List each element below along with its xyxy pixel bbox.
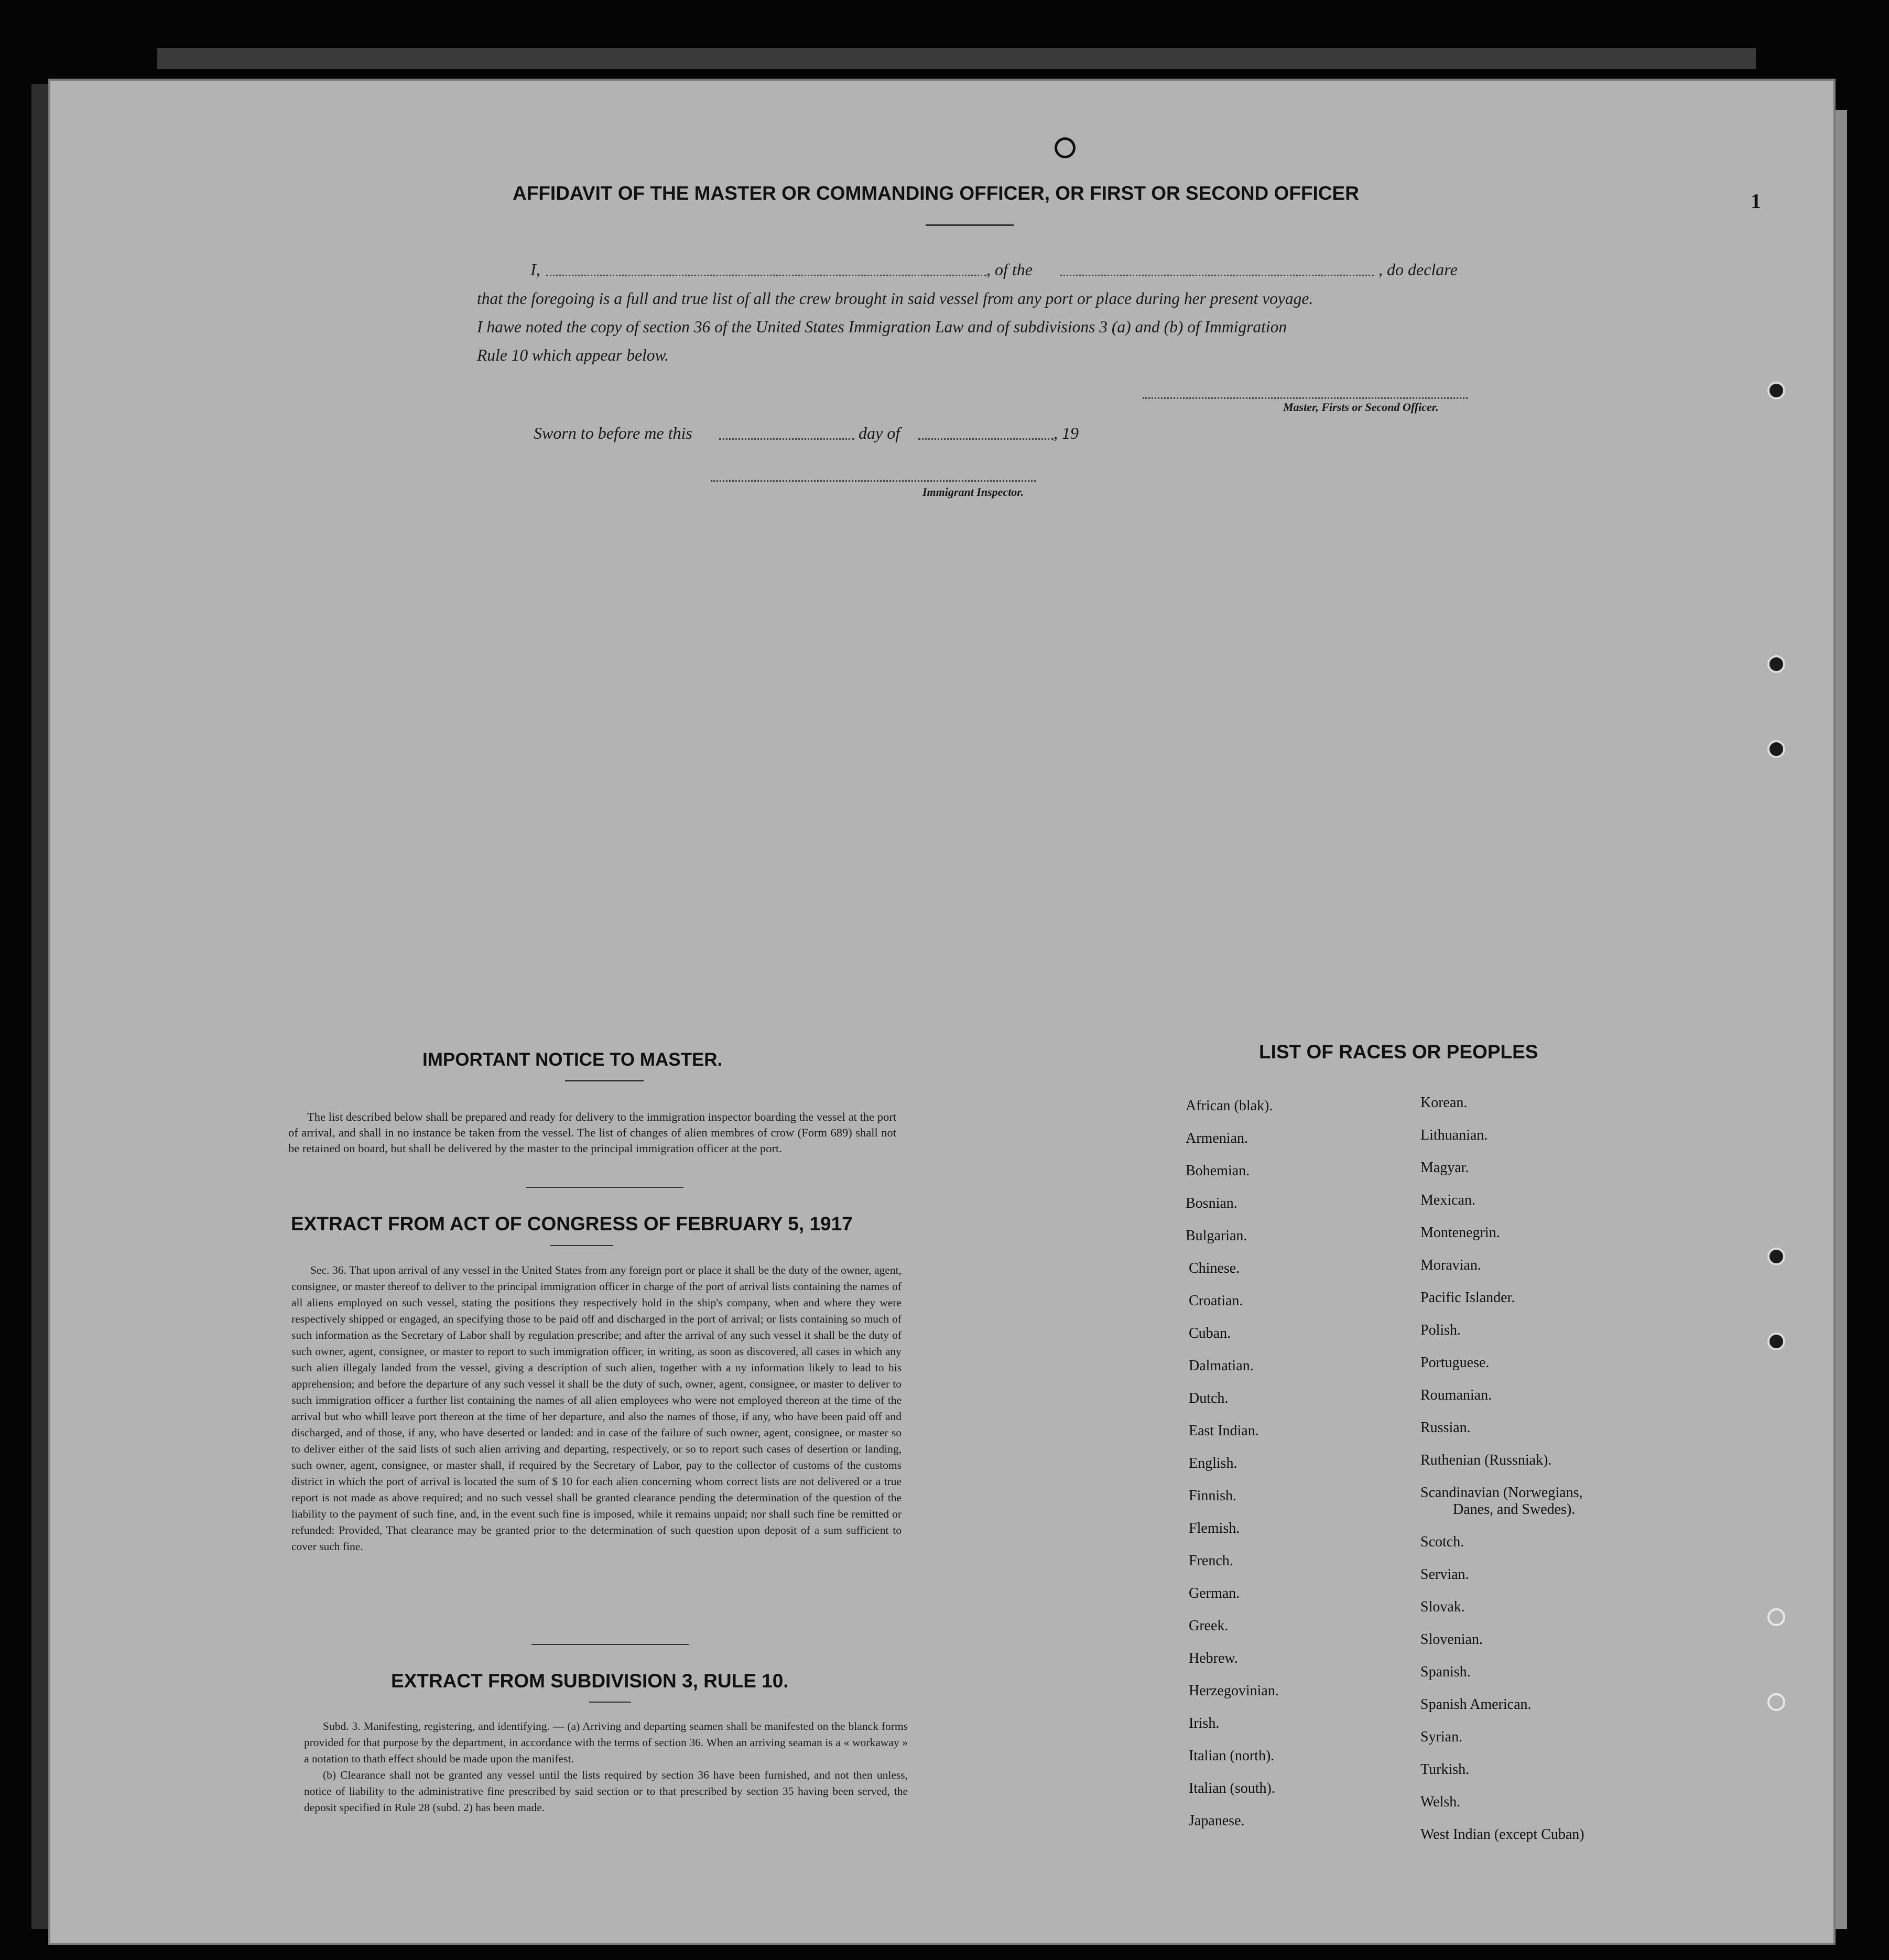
race-item: Turkish.	[1420, 1761, 1470, 1778]
race-item: Magyar.	[1420, 1160, 1469, 1176]
page-edge-top	[157, 48, 1756, 69]
page-mark: 1	[1751, 189, 1761, 213]
race-item: Syrian.	[1420, 1729, 1463, 1745]
race-item: Irish.	[1189, 1715, 1220, 1731]
hole-punch	[1767, 740, 1785, 758]
vessel-field-line	[1060, 275, 1374, 276]
race-item: Ruthenian (Russniak).	[1420, 1452, 1552, 1468]
race-item: Roumanian.	[1420, 1387, 1492, 1403]
race-item: Bosnian.	[1186, 1195, 1237, 1211]
race-item: Spanish.	[1420, 1664, 1471, 1680]
race-item: Scotch.	[1420, 1534, 1464, 1550]
inspector-caption: Immigrant Inspector.	[922, 485, 1024, 499]
act-text	[291, 1262, 902, 1555]
affidavit-title: AFFIDAVIT OF THE MASTER OR COMMANDING OFFICER, OR FIRST OR SECOND OFFICER	[513, 182, 1359, 204]
manifest-page	[48, 79, 1836, 1945]
sworn-day-line	[719, 438, 854, 440]
rule-paragraph-b: (b) Clearance shall not be granted any vessel until the lists required by section 36 have been furnished, and not then unless, notice of liability to the administrative fine prescribed by said section or to that prescribed by section 35 having been served, the deposit specified in Rule 28 (subd. 2) has been made.	[304, 1769, 908, 1814]
hole-punch-empty	[1767, 1608, 1785, 1626]
act-title-rule	[550, 1245, 613, 1246]
act-title: EXTRACT FROM ACT OF CONGRESS OF FEBRUARY 5, 1917	[291, 1213, 853, 1235]
race-item: Armenian.	[1186, 1130, 1248, 1146]
race-item: East Indian.	[1189, 1423, 1259, 1439]
name-field-line	[546, 275, 986, 276]
race-item: Servian.	[1420, 1566, 1469, 1583]
hole-punch	[1767, 382, 1785, 399]
race-item: Welsh.	[1420, 1794, 1461, 1810]
affidavit-line3: I hawe noted the copy of section 36 of the United States Immigration Law and of subdivisions 3 (a) and (b) of Immigration	[477, 318, 1287, 336]
race-item: German.	[1189, 1585, 1240, 1601]
race-item: Cuban.	[1189, 1325, 1231, 1341]
sworn-month-line	[918, 438, 1054, 440]
race-item: Scandinavian (Norwegians,	[1420, 1485, 1583, 1501]
hole-punch-top	[1055, 137, 1076, 158]
signature-line	[1143, 397, 1468, 399]
race-item: Portuguese.	[1420, 1355, 1490, 1371]
notice-title: IMPORTANT NOTICE TO MASTER.	[422, 1049, 723, 1070]
race-item: Spanish American.	[1420, 1696, 1532, 1713]
notice-text	[288, 1109, 896, 1156]
race-item: Mexican.	[1420, 1192, 1475, 1208]
affidavit-title-rule	[926, 224, 1014, 226]
sworn-text-c: , 19	[1054, 424, 1079, 442]
race-item: Slovak.	[1420, 1599, 1465, 1615]
hole-punch-empty	[1767, 1693, 1785, 1711]
race-item: Slovenian.	[1420, 1631, 1483, 1648]
race-item: Italian (south).	[1189, 1780, 1275, 1796]
notice-title-rule	[565, 1080, 644, 1081]
race-item: Dalmatian.	[1189, 1358, 1254, 1374]
race-item: West Indian (except Cuban)	[1420, 1826, 1584, 1843]
sworn-text-b: day of	[859, 424, 900, 442]
rule-title-rule	[589, 1702, 631, 1703]
race-item: Flemish.	[1189, 1520, 1240, 1536]
race-item: Croatian.	[1189, 1293, 1243, 1309]
race-item: Danes, and Swedes).	[1453, 1501, 1576, 1518]
notice-divider	[526, 1187, 683, 1188]
race-item: Dutch.	[1189, 1390, 1229, 1406]
race-item: Bulgarian.	[1186, 1228, 1247, 1244]
race-item: African (blak).	[1186, 1098, 1273, 1114]
race-item: English.	[1189, 1455, 1237, 1471]
hole-punch	[1767, 1333, 1785, 1350]
affidavit-line2: that the foregoing is a full and true list of all the crew brought in said vessel from any port or place during her present voyage.	[477, 289, 1313, 308]
race-item: Japanese.	[1189, 1813, 1245, 1829]
rule-text	[304, 1718, 908, 1816]
races-title: LIST OF RACES OR PEOPLES	[1259, 1041, 1538, 1063]
race-item: Lithuanian.	[1420, 1127, 1488, 1143]
affidavit-line1-c: , do declare	[1378, 260, 1458, 279]
race-item: Moravian.	[1420, 1257, 1481, 1273]
race-item: Herzegovinian.	[1189, 1683, 1279, 1699]
act-divider	[531, 1644, 689, 1645]
notice-paragraph: The list described below shall be prepared and ready for delivery to the immigration inspector boarding the vessel at the port of arrival, and shall in no instance be taken from the vessel. The list of changes of alien membres of crow (Form 689) shall not be retained on board, but shall be delivered by the master to the principal immigration officer at the port.	[288, 1110, 896, 1155]
race-item: Korean.	[1420, 1095, 1468, 1111]
race-item: Russian.	[1420, 1420, 1471, 1436]
rule-title: EXTRACT FROM SUBDIVISION 3, RULE 10.	[391, 1670, 789, 1692]
race-item: Montenegrin.	[1420, 1225, 1500, 1241]
rule-paragraph-a: Subd. 3. Manifesting, registering, and identifying. — (a) Arriving and departing seamen shall be manifested on the blanck forms provided for that purpose by the department, in accordance with the terms of section 36. When an arriving seaman is a « workaway » a notation to thath effect should be made upon the manifest.	[304, 1720, 908, 1765]
race-item: Finnish.	[1189, 1488, 1237, 1504]
affidavit-line4: Rule 10 which appear below.	[477, 346, 669, 364]
race-item: Pacific Islander.	[1420, 1290, 1515, 1306]
race-item: Greek.	[1189, 1618, 1229, 1634]
race-item: Polish.	[1420, 1322, 1461, 1338]
hole-punch	[1767, 655, 1785, 673]
race-item: Hebrew.	[1189, 1650, 1238, 1666]
affidavit-line1-a: I,	[530, 260, 540, 279]
race-item: French.	[1189, 1553, 1233, 1569]
act-paragraph: Sec. 36. That upon arrival of any vessel in the United States from any foreign port or place it shall be the duty of the owner, agent, consignee, or master thereof to deliver to the principal immigration officer in charge of the port of arrival lists containing the names of all aliens employed on such vessel, stating the positions they respectively hold in the ship's company, when and where they were respectively shipped or engaged, an specifying those to be paid off and discharged in the port of arrival; or lists containing so much of such information as the Secretary of Labor shall by regulation prescribe; and after the arrival of any such vessel it shall be the duty of such owner, agent, consignee, or master to report to such immigration officer, in writing, as soon as discovered, all cases in which any such alien illegaly landed from the vessel, giving a description of such alien, together with a ny information likely to lead to his apprehension; and before the departure of any such vessel it shall be the duty of such, owner, agent, consignee, or master to deliver to such immigration officer a further list containing the names of all alien employees who were not employed thereon at the time of the arrival but who whill leave port thereon at the time of her departure, and also the names of those, if any, who have been paid off and discharged, and of those, if any, who have deserted or landed: and in case of the failure of such owner, agent, consignee, or master so to deliver either of the said lists of such alien arriving and departing, respectively, or so to report such cases of desertion or landing, such owner, agent, consignee, or master shall, if required by the Secretary of Labor, pay to the collector of customs of the customs district in which the port of arrival is located the sum of $ 10 for each alien concerning whom correct lists are not delivered or a true report is not made as above required; and no such vessel shall be granted clearance pending the determination of the question of the liability to the payment of such fine, and, in the event such fine is imposed, while it remains unpaid; nor shall such fine be remitted or refunded: Provided, That clearance may be granted prior to the determination of such question upon deposit of a sum sufficient to cover such fine.	[291, 1264, 902, 1553]
hole-punch	[1767, 1248, 1785, 1265]
sworn-text-a: Sworn to before me this	[534, 424, 692, 442]
affidavit-line1-b: , of the	[986, 260, 1033, 279]
race-item: Bohemian.	[1186, 1163, 1250, 1179]
race-item: Chinese.	[1189, 1260, 1240, 1276]
inspector-signature-line	[711, 480, 1036, 482]
race-item: Italian (north).	[1189, 1748, 1275, 1764]
signature-caption: Master, Firsts or Second Officer.	[1283, 400, 1439, 414]
